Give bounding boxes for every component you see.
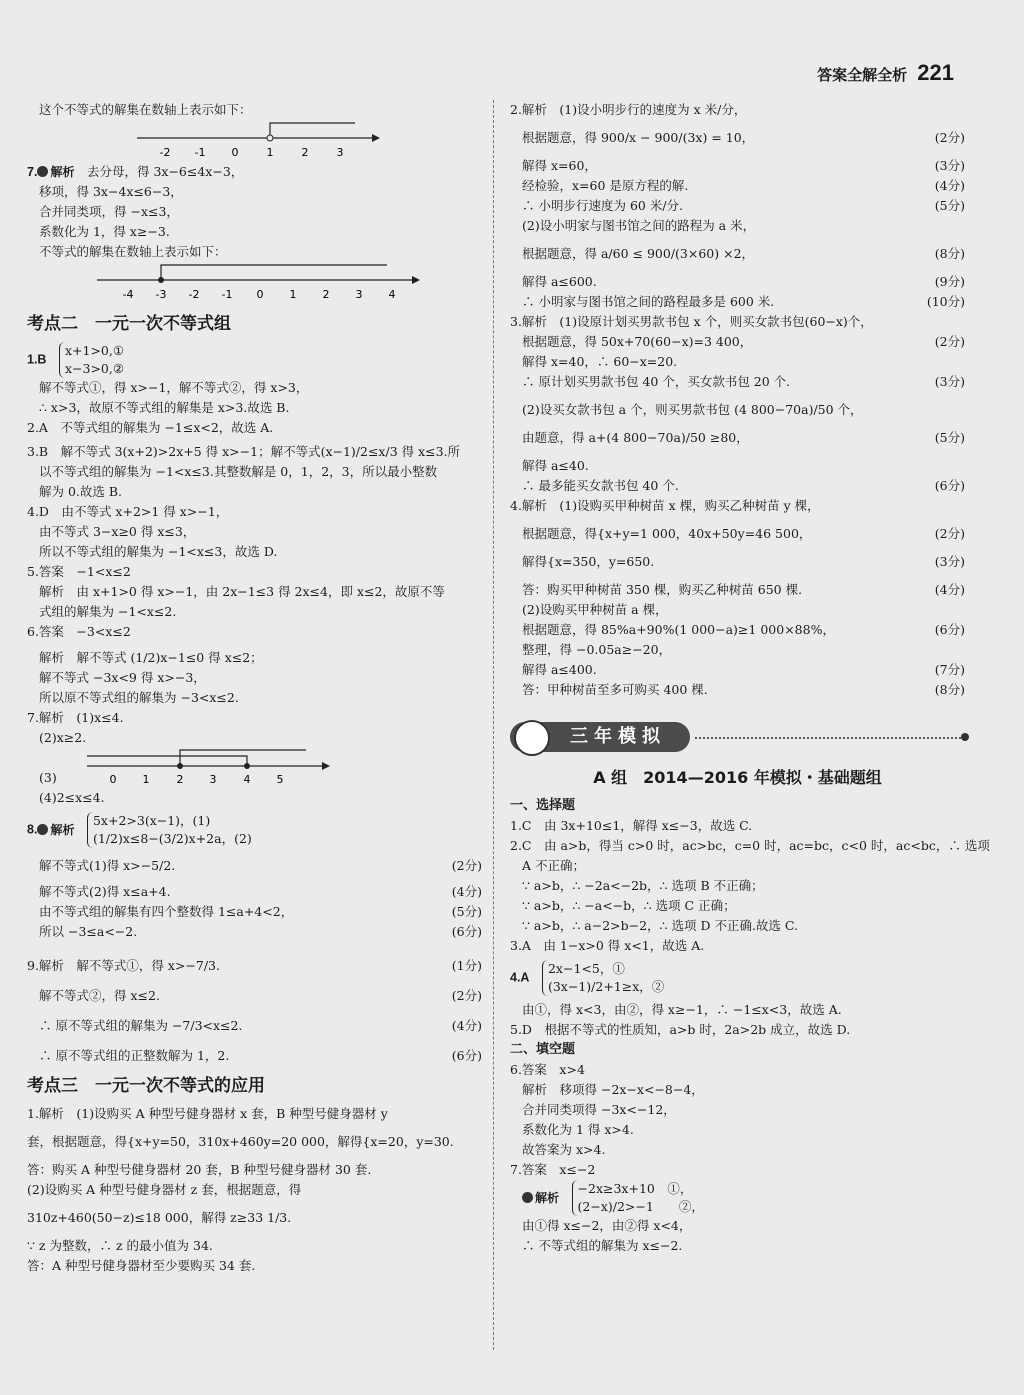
score-row: ∴ 小明步行速度为 60 米/分. (5分) (522, 198, 965, 213)
text-line: 移项，得 3x−4x≤6−3， (39, 184, 183, 199)
header-title: 答案全解全析 (817, 67, 908, 84)
tick-label: 0 (109, 773, 117, 786)
tick-label: 2 (322, 288, 330, 301)
text-line: 解析 解不等式 (1/2)x−1≤0 得 x≤2； (39, 650, 263, 665)
tick-label: -2 (159, 146, 171, 159)
score-row: 解得 a≤400. (7分) (522, 662, 965, 677)
score-row: ∴ 最多能买女款书包 40 个. (6分) (522, 478, 965, 493)
equation-system: 2x−1<5，① (3x−1)/2+1≥x，② (542, 960, 664, 996)
text-line: 解析 移项得 −2x−x<−8−4， (522, 1082, 704, 1097)
score-row: ∴ 原不等式组的正整数解为 1，2. (6分) (39, 1048, 482, 1063)
score-row: 根据题意，得 900/x − 900/(3x) = 10， (2分) (522, 130, 965, 145)
number-line-1 (137, 120, 497, 162)
score-row: 答：购买甲种树苗 350 棵，购买乙种树苗 650 棵. (4分) (522, 582, 965, 597)
tick-label: -3 (155, 288, 167, 301)
text-line: 6.答案 −3<x≤2 (27, 624, 131, 639)
equation-system: 5x+2>3(x−1)，(1) (1/2)x≤8−(3/2)x+2a，(2) (87, 812, 252, 848)
text-line: 2.C 由 a>b，得当 c>0 时，ac>bc，c=0 时，ac=bc，c<0 时，ac<bc，∴ 选项 (510, 838, 990, 853)
text-line: 合并同类项得 −3x<−12， (522, 1102, 676, 1117)
text-line: 5.D 根据不等式的性质知，a>b 时，2a>2b 成立，故选 D. (510, 1022, 851, 1037)
subsection-title: 一、选择题 (510, 798, 576, 813)
equation-system: x+1>0,① x−3>0,② (59, 342, 124, 378)
score-row: 解得 x=60， (3分) (522, 158, 965, 173)
text-line: ∴ 不等式组的解集为 x≤−2. (522, 1238, 683, 1253)
tick-label: 0 (231, 146, 239, 159)
score-row: 解不等式②，得 x≤2. (2分) (39, 988, 482, 1003)
score-row: ∴ 原不等式组的解集为 −7/3<x≤2. (4分) (39, 1018, 482, 1033)
text-line: ∴ x>3，故原不等式组的解集是 x>3.故选 B. (39, 400, 290, 415)
text-line: 以不等式组的解集为 −1<x≤3.其整数解是 0，1，2，3，所以最小整数 (39, 464, 438, 479)
text-line: 不等式的解集在数轴上表示如下： (39, 244, 227, 259)
score-row: ∴ 小明家与图书馆之间的路程最多是 600 米. (10分) (522, 294, 965, 309)
section-title-2: 考点二 一元一次不等式组 (27, 314, 231, 334)
text-line: ∵ a>b，∴ a−2>b−2，∴ 选项 D 不正确.故选 C. (522, 918, 798, 933)
b1-head: 1.B x+1>0,① x−3>0,② (27, 343, 125, 376)
page-number: 221 (917, 60, 954, 85)
score-row: 3.解析 (1)设原计划买男款书包 x 个，则买女款书包(60−x)个， (510, 314, 873, 329)
score-row: 整理，得 −0.05a≥−20， (522, 642, 672, 657)
text-line: 由①，得 x<3，由②，得 x≥−1，∴ −1≤x<3，故选 A. (522, 1002, 842, 1017)
group-title: A 组 2014—2016 年模拟・基础题组 (593, 768, 882, 787)
q4a-head: 4.A 2x−1<5，① (3x−1)/2+1≥x，② (510, 961, 665, 994)
text-line: 7.解析 (1)x≤4. (27, 710, 124, 725)
text-line: 答：A 种型号健身器材至少要购买 34 套. (27, 1258, 256, 1273)
score-row: 经检验，x=60 是原方程的解. (4分) (522, 178, 965, 193)
tick-label: -2 (188, 288, 200, 301)
text-line: 由①得 x≤−2，由②得 x<4， (522, 1218, 692, 1233)
page-header (817, 60, 954, 86)
tick-label: 0 (256, 288, 264, 301)
text-line: 5.答案 −1<x≤2 (27, 564, 131, 579)
score-row: 解得{x=350，y=650. (3分) (522, 554, 965, 569)
text-line: 6.答案 x>4 (510, 1062, 585, 1077)
score-row: 根据题意，得 50x+70(60−x)=3 400， (2分) (522, 334, 965, 349)
text-line: 故答案为 x>4. (522, 1142, 606, 1157)
score-row: 由不等式组的解集有四个整数得 1≤a+4<2， (5分) (39, 904, 482, 919)
score-row: 根据题意，得 85%a+90%(1 000−a)≥1 000×88%， (6分) (522, 622, 965, 637)
text-line: 解为 0.故选 B. (39, 484, 123, 499)
text-line: 所以不等式组的解集为 −1<x≤3，故选 D. (39, 544, 278, 559)
tick-label: 2 (176, 773, 184, 786)
left-column (27, 100, 482, 1276)
q7-head: 7. 解析 去分母，得 3x−6≤4x−3， (27, 164, 244, 179)
b8-head: 8. 解析 5x+2>3(x−1)，(1) (1/2)x≤8−(3/2)x+2a，(2) (27, 813, 252, 846)
score-row: 答：甲种树苗至多可购买 400 棵. (8分) (522, 682, 965, 697)
text-line: (4)2≤x≤4. (39, 790, 105, 805)
text-line: 式组的解集为 −1<x≤2. (39, 604, 177, 619)
tick-label: 3 (355, 288, 363, 301)
section-banner (510, 718, 965, 758)
tick-label: -1 (221, 288, 233, 301)
tick-label: 1 (289, 288, 297, 301)
text-line: 答：购买 A 种型号健身器材 20 套，B 种型号健身器材 30 套. (27, 1162, 372, 1177)
text-line: 3.A 由 1−x>0 得 x<1，故选 A. (510, 938, 705, 953)
section-title-3: 考点三 一元一次不等式的应用 (27, 1076, 265, 1096)
analysis-icon (37, 824, 48, 835)
text-line: 解析 由 x+1>0 得 x>−1，由 2x−1≤3 得 2x≤4，即 x≤2，故原不等 (39, 584, 445, 599)
text-line: ∵ a>b，∴ −a<−b，∴ 选项 C 正确； (522, 898, 736, 913)
text-line: 2.A 不等式组的解集为 −1≤x<2，故选 A. (27, 420, 274, 435)
tick-label: 3 (209, 773, 217, 786)
text-line: 所以原不等式组的解集为 −3<x≤2. (39, 690, 239, 705)
equation-system: −2x≥3x+10 ①， (2−x)/2>−1 ②， (572, 1180, 704, 1216)
text-line: 解不等式 −3x<9 得 x>−3， (39, 670, 206, 685)
text-line: A 不正确； (522, 858, 586, 873)
score-row: 解不等式(2)得 x≤a+4. (4分) (39, 884, 482, 899)
text-line: (2)设购买 A 种型号健身器材 z 套，根据题意，得 (27, 1182, 302, 1197)
right-column (510, 100, 990, 1256)
tick-label: 2 (301, 146, 309, 159)
score-row: 根据题意，得{x+y=1 000，40x+50y=46 500， (2分) (522, 526, 965, 541)
score-row: 所以 −3≤a<−2. (6分) (39, 924, 482, 939)
text-line: ∵ a>b，∴ −2a<−2b，∴ 选项 B 不正确； (522, 878, 764, 893)
text-line: 3.B 解不等式 3(x+2)>2x+5 得 x>−1；解不等式(x−1)/2≤x/3 得 x≤3.所 (27, 444, 461, 459)
text-line: 4.D 由不等式 x+2>1 得 x>−1， (27, 504, 229, 519)
score-row: 解不等式(1)得 x>−5/2. (2分) (39, 858, 482, 873)
text-line: 解不等式①，得 x>−1，解不等式②，得 x>3， (39, 380, 309, 395)
text-line: 310z+460(50−z)≤18 000，解得 z≥33 1/3. (27, 1210, 292, 1225)
tick-label: -1 (194, 146, 206, 159)
score-row: 由题意，得 a+(4 800−70a)/50 ≥80， (5分) (522, 430, 965, 445)
subsection-title: 二、填空题 (510, 1042, 576, 1057)
fill7-analysis: 解析 −2x≥3x+10 ①， (2−x)/2>−1 ②， (510, 1180, 965, 1216)
banner-label: 三年模拟 (510, 722, 690, 752)
text-line: (3) (39, 770, 57, 785)
analysis-icon (37, 166, 48, 177)
tick-label: 4 (243, 773, 251, 786)
text-line: 套，根据题意，得{x+y=50，310x+460y=20 000，解得{x=20，y=30. (27, 1134, 454, 1149)
number-line-2 (97, 262, 497, 304)
text-line: 合并同类项，得 −x≤3， (39, 204, 179, 219)
score-row: 解得 a≤40. (522, 458, 589, 473)
tick-label: 3 (336, 146, 344, 159)
tick-label: 5 (276, 773, 284, 786)
score-row: 4.解析 (1)设购买甲种树苗 x 棵，购买乙种树苗 y 棵， (510, 498, 820, 513)
score-row: (2)设买女款书包 a 个，则买男款书包 (4 800−70a)/50 个， (522, 402, 863, 417)
text-line: 系数化为 1 得 x>4. (522, 1122, 634, 1137)
score-row: 解得 x=40，∴ 60−x=20. (522, 354, 678, 369)
text-line: (2)x≥2. (39, 730, 87, 745)
intro-text: 这个不等式的解集在数轴上表示如下： (39, 102, 252, 117)
score-row: (2)设购买甲种树苗 a 棵， (522, 602, 668, 617)
score-row: 9.解析 解不等式①，得 x>−7/3. (1分) (27, 958, 482, 973)
score-row: ∴ 原计划买男款书包 40 个，买女款书包 20 个. (3分) (522, 374, 965, 389)
text-line: 1.C 由 3x+10≤1，解得 x≤−3，故选 C. (510, 818, 753, 833)
tick-label: 4 (388, 288, 396, 301)
text-line: 1.解析 (1)设购买 A 种型号健身器材 x 套，B 种型号健身器材 y (27, 1106, 388, 1121)
text-line: 由不等式 3−x≥0 得 x≤3， (39, 524, 196, 539)
tick-label: -4 (122, 288, 134, 301)
score-row: 解得 a≤600. (9分) (522, 274, 965, 289)
tick-label: 1 (266, 146, 274, 159)
score-row: (2)设小明家与图书馆之间的路程为 a 米， (522, 218, 756, 233)
pencil-icon (514, 720, 550, 756)
text-line: 7.答案 x≤−2 (510, 1162, 596, 1177)
analysis-icon (522, 1192, 533, 1203)
text-line: ∵ z 为整数，∴ z 的最小值为 34. (27, 1238, 213, 1253)
tick-label: 1 (142, 773, 150, 786)
score-row: 根据题意，得 a/60 ≤ 900/(3×60) ×2， (8分) (522, 246, 965, 261)
text-line: 系数化为 1，得 x≥−3. (39, 224, 170, 239)
score-row: 2.解析 (1)设小明步行的速度为 x 米/分， (510, 102, 747, 117)
